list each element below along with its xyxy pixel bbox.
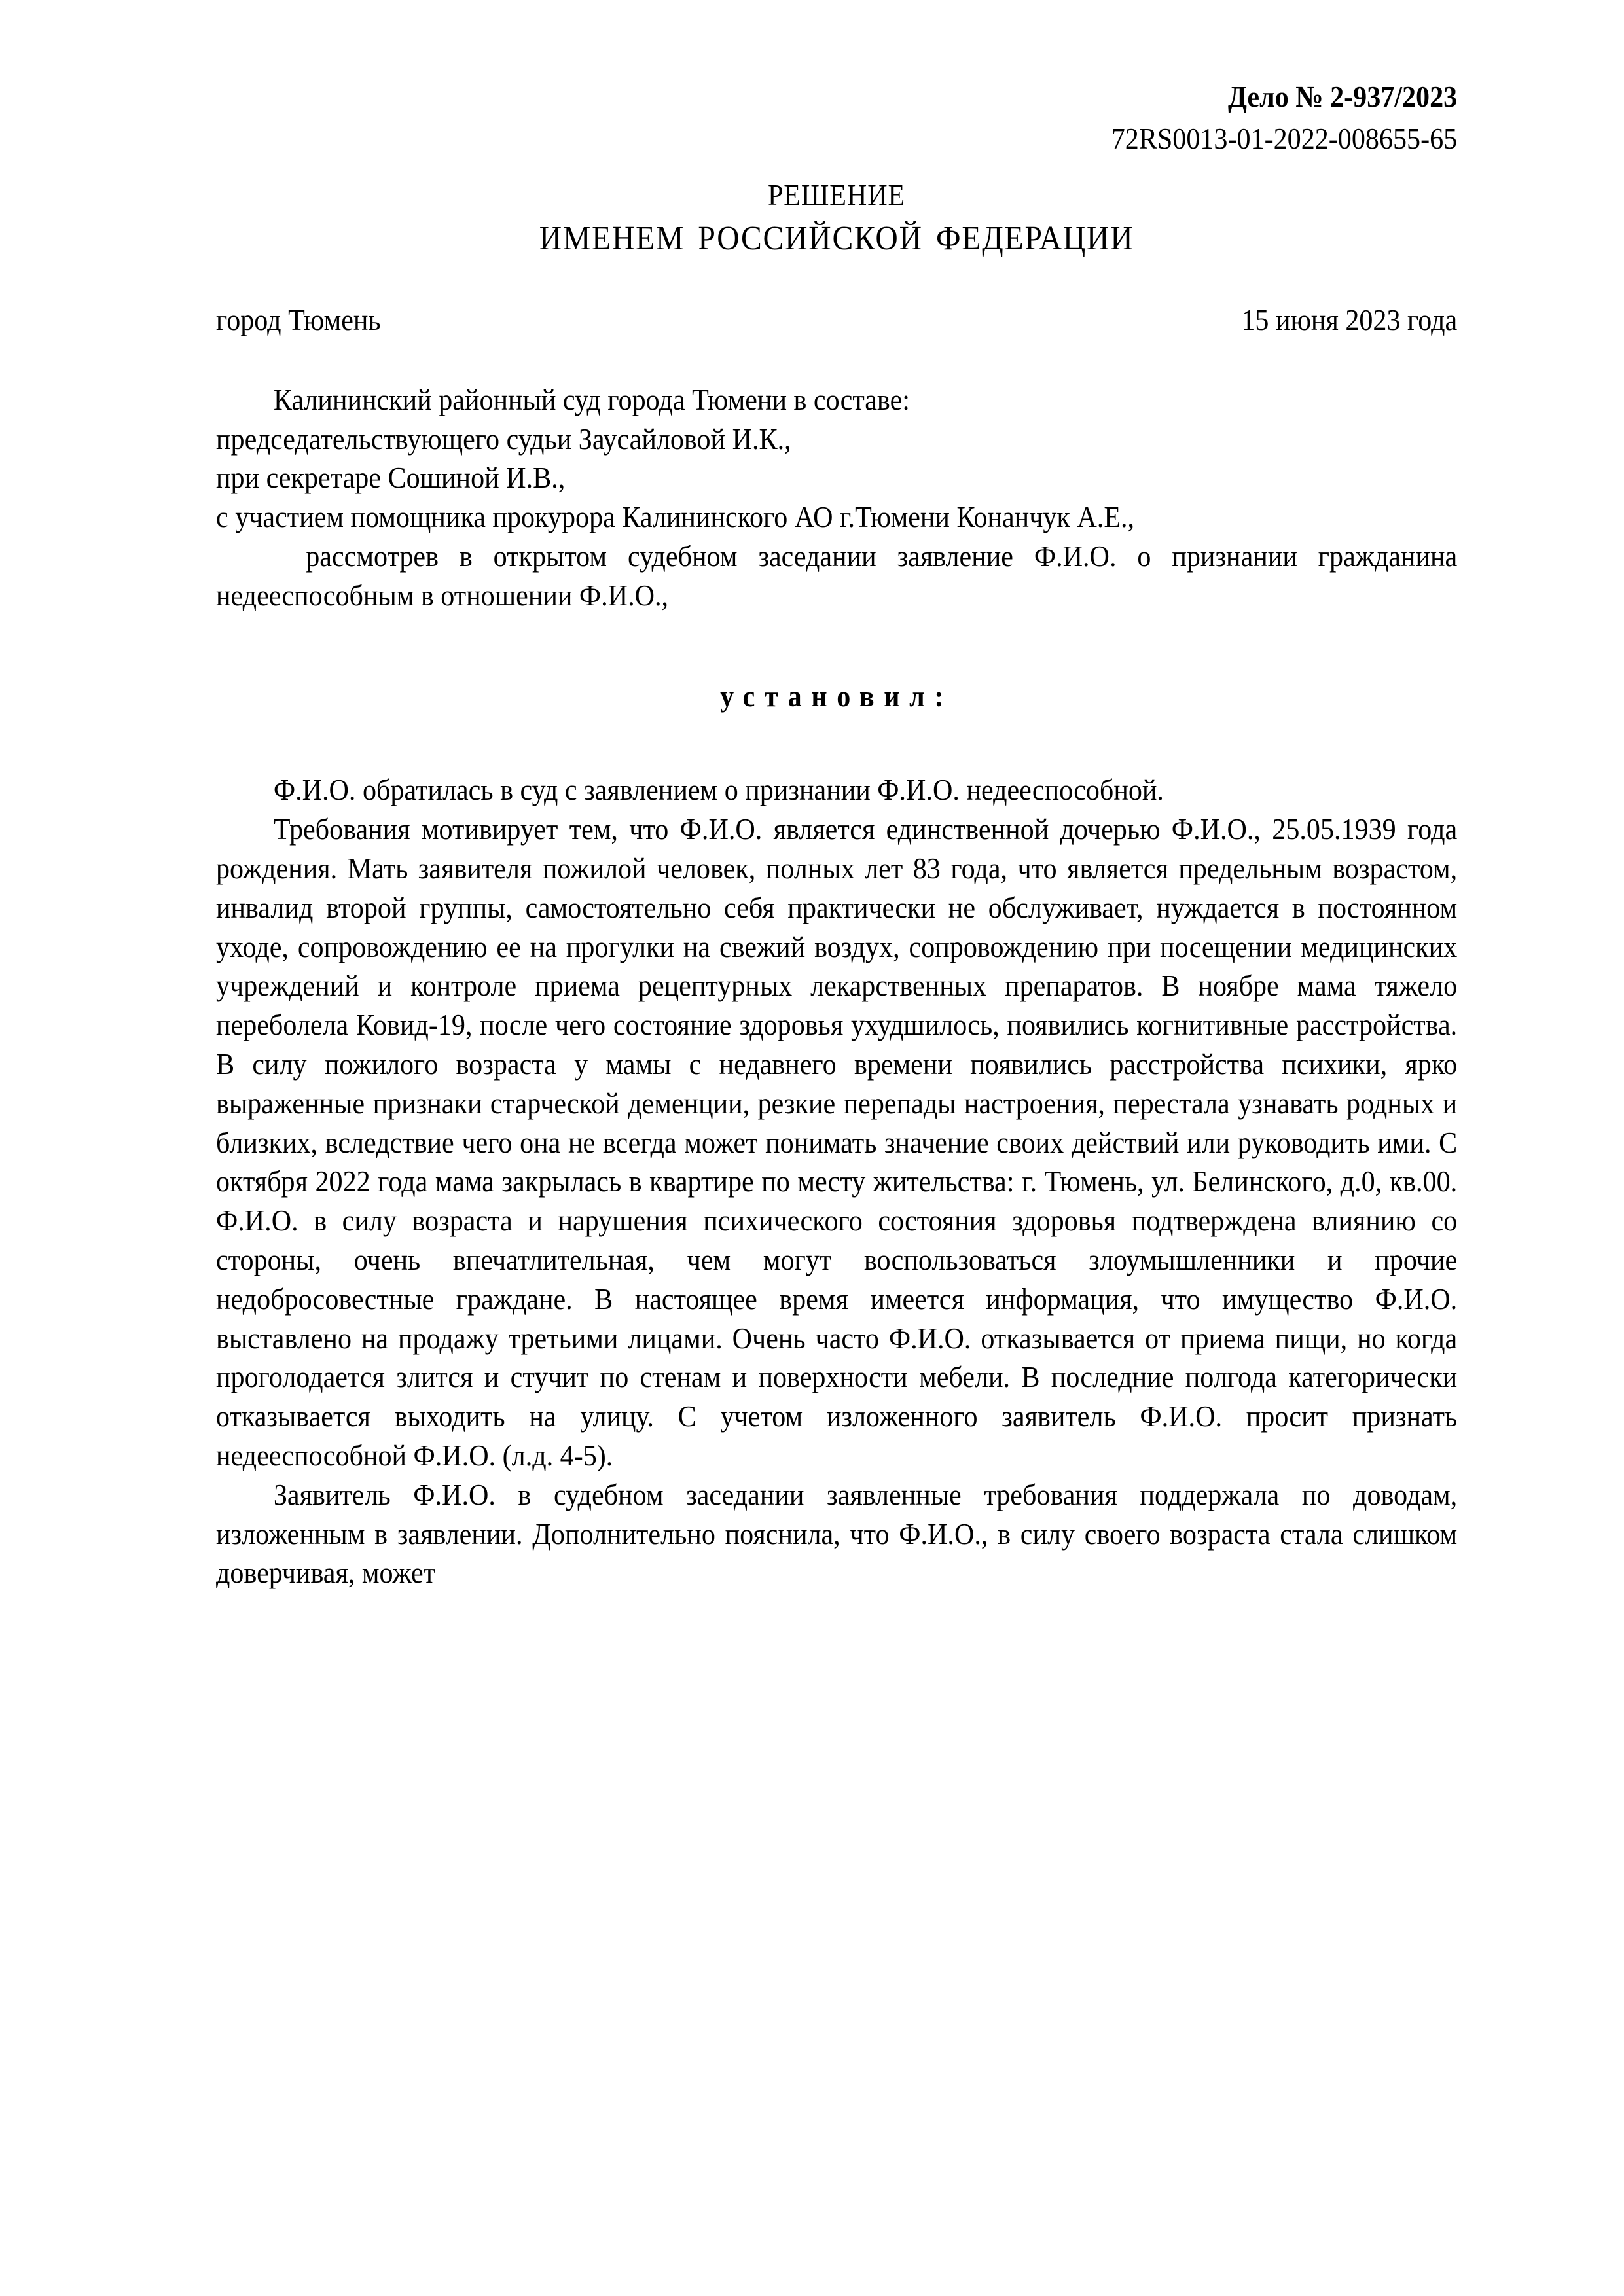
prosecutor-line: с участием помощника прокурора Калининского АО г.Тюмени Конанчук А.Е.,	[216, 500, 1135, 534]
court-composition	[216, 380, 1457, 615]
court-name-line: Калининский районный суд города Тюмени в составе:	[273, 382, 910, 416]
subtitle-word-1: ИМЕНЕМ	[539, 220, 685, 258]
city-label: город Тюмень	[216, 302, 381, 336]
case-header	[216, 77, 1457, 158]
presiding-judge-line: председательствующего судьи Заусайловой И.К.,	[216, 422, 791, 456]
date-label: 15 июня 2023 года	[1241, 302, 1458, 336]
paragraph-grounds: Требования мотивирует тем, что Ф.И.О. является единственной дочерью Ф.И.О., 25.05.1939 года рождения. Мать заявителя пожилой человек, полных лет 83 года, что является предельным возрастом, инвалид второй группы, самостоятельно себя практически не обслуживает, нуждается в постоянном уходе, сопровождению ее на прогулки на свежий воздух, сопровождению при посещении медицинских учреждений и контроле приема рецептурных лекарственных препаратов. В ноябре мама тяжело переболела Ковид-19, после чего состояние здоровья ухудшилось, появились когнитивные расстройства. В силу пожилого возраста у мамы с недавнего времени появились расстройства психики, ярко выраженные признаки старческой деменции, резкие перепады настроения, перестала узнавать родных и близких, вследствие чего она не всегда может понимать значение своих действий или руководить ими. С октября 2022 года мама закрылась в квартире по месту жительства: г. Тюмень, ул. Белинского, д.0, кв.00. Ф.И.О. в силу возраста и нарушения психического состояния здоровья подтверждена влиянию со стороны, очень впечатлительная, чем могут воспользоваться злоумышленники и прочие недобросовестные граждане. В настоящее время имеется информация, что имущество Ф.И.О. выставлено на продажу третьими лицами. Очень часто Ф.И.О. отказывается от приема пищи, но когда проголодается злится и стучит по стенам и поверхности мебели. В последние полгода категорически отказывается выходить на улицу. С учетом изложенного заявитель Ф.И.О. просит признать недееспособной Ф.И.О. (л.д. 4-5).	[216, 812, 1458, 1472]
case-number: Дело № 2-937/2023	[1227, 80, 1458, 113]
paragraph-hearing-statement: Заявитель Ф.И.О. в судебном заседании заявленные требования поддержала по доводам, изложенным в заявлении. Дополнительно пояснила, что Ф.И.О., в силу своего возраста стала слишком доверчивая, может	[216, 1477, 1458, 1590]
place-and-date	[216, 300, 1457, 340]
paragraph-applicant-request: Ф.И.О. обратилась в суд с заявлением о признании Ф.И.О. недееспособной.	[273, 773, 1164, 807]
case-uid: 72RS0013-01-2022-008655-65	[1111, 121, 1458, 155]
subtitle-word-3: ФЕДЕРАЦИИ	[935, 220, 1134, 258]
document-subtitle	[216, 217, 1457, 261]
subtitle-word-2: РОССИЙСКОЙ	[698, 220, 923, 258]
section-heading-ustanovil: установил:	[720, 679, 954, 713]
secretary-line: при секретаре Сошиной И.В.,	[216, 461, 566, 495]
document-title: РЕШЕНИЕ	[767, 177, 906, 211]
document-body	[216, 77, 1457, 1592]
subject-line: рассмотрев в открытом судебном заседании заявление Ф.И.О. о признании гражданина недееспособным в отношении Ф.И.О.,	[216, 539, 1458, 612]
